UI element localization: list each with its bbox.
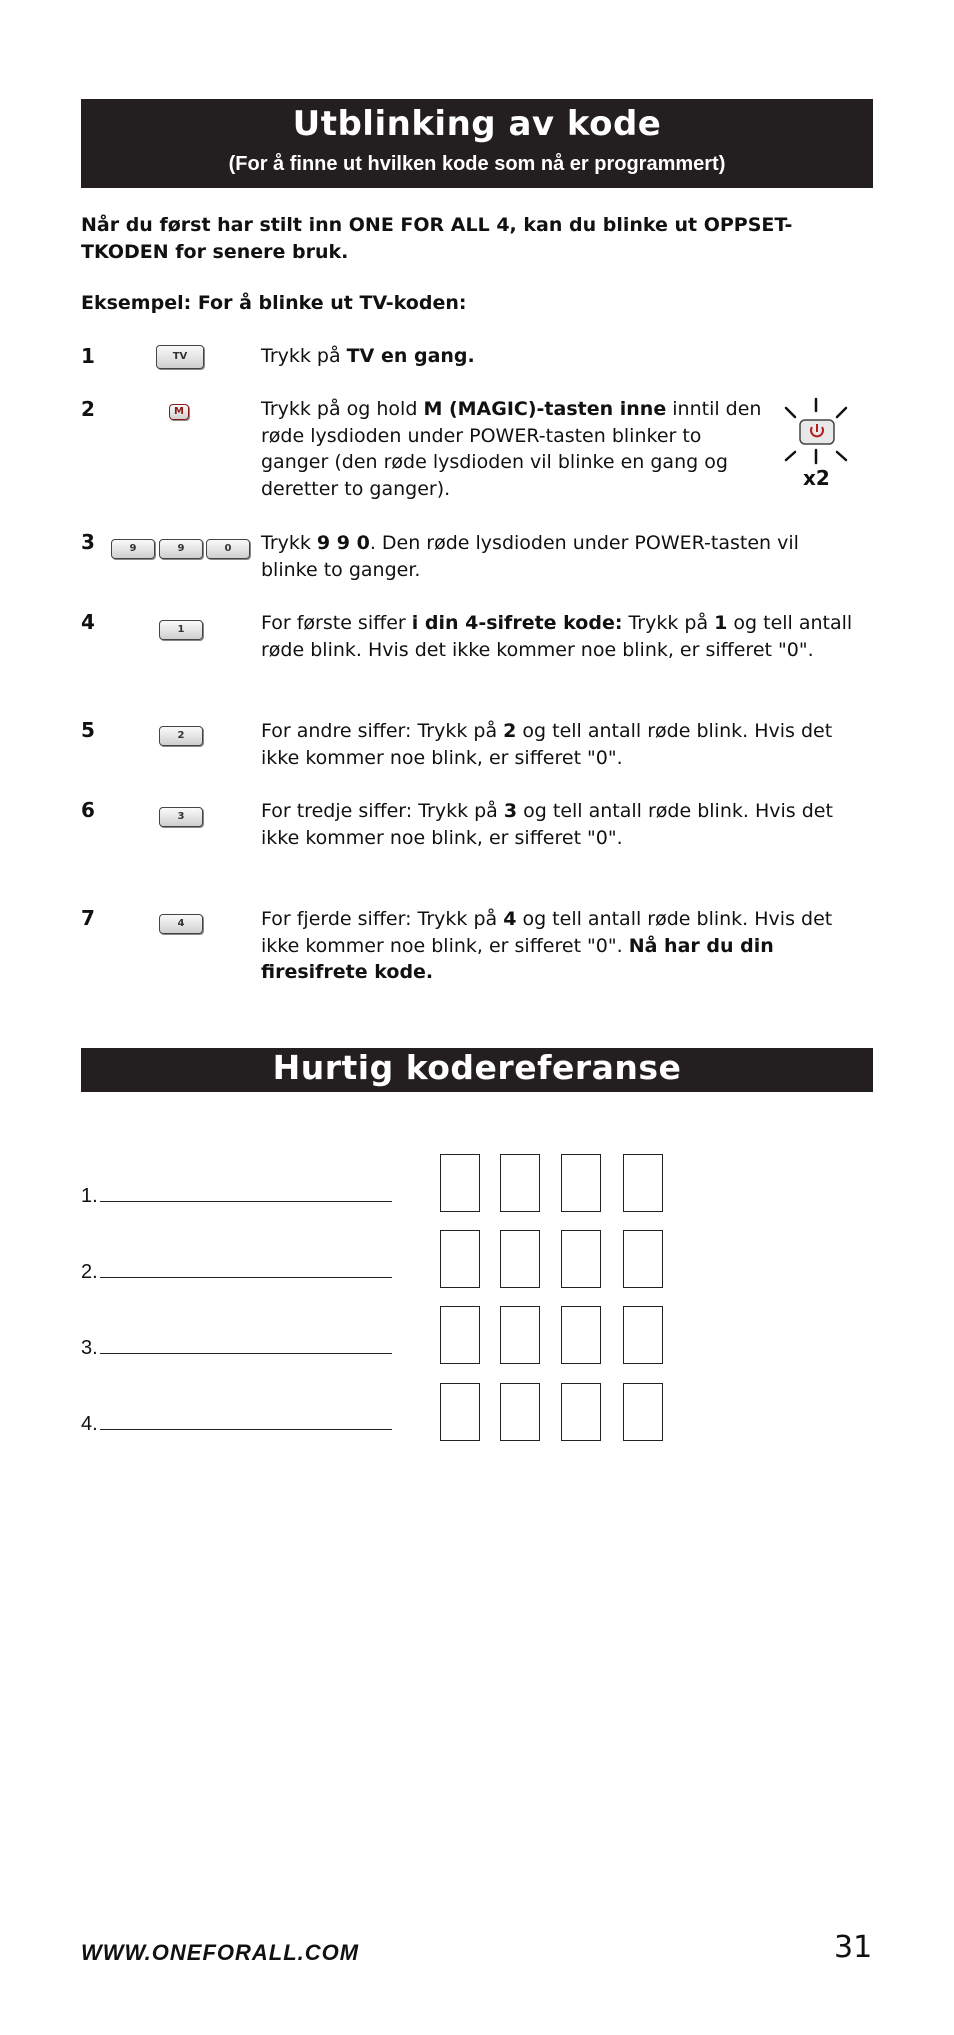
step-number: 1 <box>81 344 95 368</box>
digit-9-key-icon: 9 <box>159 539 203 559</box>
digit-box <box>623 1230 663 1288</box>
website-url[interactable]: WWW.ONEFORALL.COM <box>81 1940 360 1965</box>
step-number: 3 <box>81 530 95 554</box>
code-entry-line: 1. <box>81 1183 392 1208</box>
section-title: Utblinking av kode <box>292 104 662 144</box>
step-number: 7 <box>81 906 95 930</box>
page-number: 31 <box>834 1930 873 1965</box>
digit-box <box>440 1306 480 1364</box>
section-subtitle: (For å finne ut hvilken kode som nå er programmert) <box>228 153 726 175</box>
step-text: Trykk på og hold M (MAGIC)-tasten inne inntil den røde lysdioden under POWER-tasten blinker to ganger (den røde lysdioden vil blinke en gang og deretter to ganger). <box>261 398 762 500</box>
step-text: For tredje siffer: Trykk på 3 og tell antall røde blink. Hvis det ikke kommer noe blink, er sifferet "0". <box>261 800 833 849</box>
blink-count-label: x2 <box>803 466 830 490</box>
magic-key-icon: M <box>169 404 189 420</box>
digit-box <box>440 1230 480 1288</box>
step-number: 6 <box>81 798 95 822</box>
digit-box <box>561 1306 601 1364</box>
step-text: For første siffer i din 4-sifrete kode: Trykk på 1 og tell antall røde blink. Hvis det ikke kommer noe blink, er sifferet "0". <box>261 612 853 661</box>
digit-box <box>561 1230 601 1288</box>
digit-box <box>623 1306 663 1364</box>
example-heading: Eksempel: For å blinke ut TV-koden: <box>81 292 467 314</box>
step-text: For andre siffer: Trykk på 2 og tell antall røde blink. Hvis det ikke kommer noe blink, er sifferet "0". <box>261 720 833 769</box>
digit-3-key-icon: 3 <box>159 807 203 827</box>
digit-box <box>623 1383 663 1441</box>
digit-2-key-icon: 2 <box>159 726 203 746</box>
digit-9-key-icon: 9 <box>111 539 155 559</box>
intro-paragraph: Når du først har stilt inn ONE FOR ALL 4, kan du blinke ut OPPSET-TKODEN for senere bruk. <box>81 214 793 263</box>
digit-box <box>440 1154 480 1212</box>
digit-box <box>440 1383 480 1441</box>
step-number: 2 <box>81 397 95 421</box>
digit-1-key-icon: 1 <box>159 620 203 640</box>
digit-box <box>500 1306 540 1364</box>
digit-4-key-icon: 4 <box>159 914 203 934</box>
step-text: Trykk på TV en gang. <box>261 345 475 367</box>
code-entry-line: 3. <box>81 1335 392 1360</box>
digit-box <box>500 1230 540 1288</box>
code-entry-line: 4. <box>81 1411 392 1436</box>
step-number: 4 <box>81 610 95 634</box>
tv-key-icon: TV <box>156 345 204 369</box>
code-entry-line: 2. <box>81 1259 392 1284</box>
digit-box <box>561 1154 601 1212</box>
digit-box <box>500 1383 540 1441</box>
digit-box <box>561 1383 601 1441</box>
digit-box <box>500 1154 540 1212</box>
section-title: Hurtig kodereferanse <box>272 1048 682 1087</box>
step-number: 5 <box>81 718 95 742</box>
section-banner-quick-reference <box>81 1048 873 1092</box>
step-text: Trykk 9 9 0. Den røde lysdioden under POWER-tasten vil blinke to ganger. <box>261 532 799 581</box>
digit-0-key-icon: 0 <box>206 539 250 559</box>
step-text: For fjerde siffer: Trykk på 4 og tell antall røde blink. Hvis det ikke kommer noe blink, er sifferet "0". Nå har du din firesifrete kode. <box>261 908 833 983</box>
section-banner-blink-code <box>81 99 873 188</box>
digit-box <box>623 1154 663 1212</box>
